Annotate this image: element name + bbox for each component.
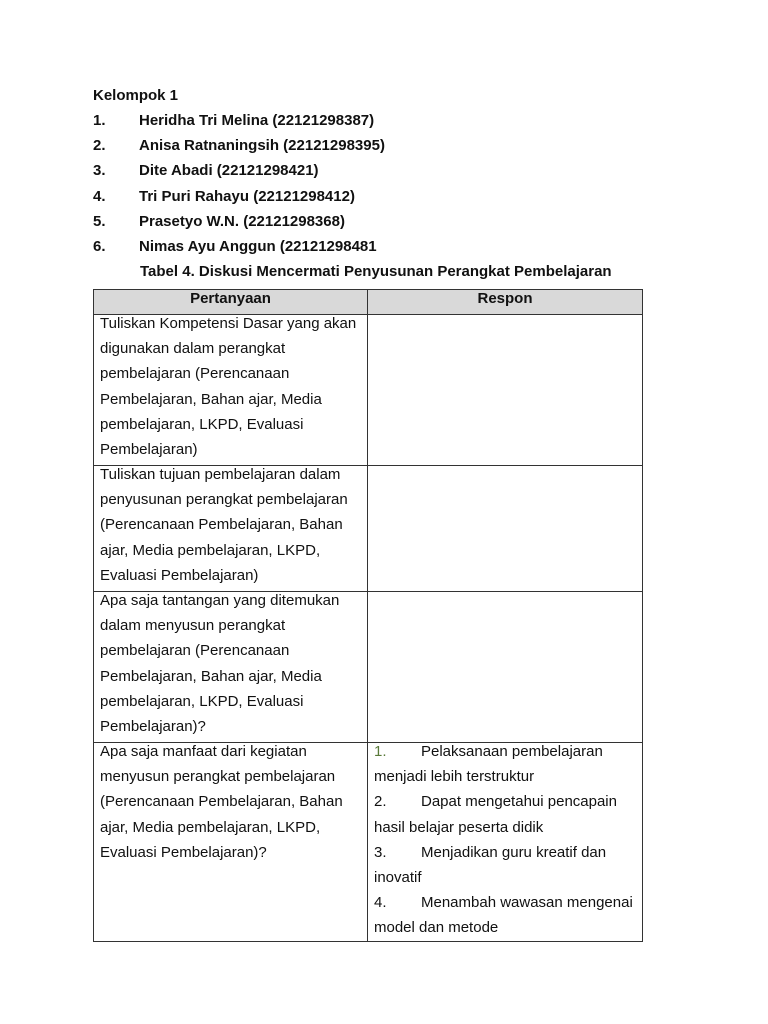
question-text: Apa saja manfaat dari kegiatan menyusun perangkat pembelajaran (Perencanaan Pembelajaran, Bahan ajar, Media pembelajaran, LKPD, Evaluasi Pembelajaran)? [100,743,343,861]
response-cell[interactable] [368,315,643,466]
column-header-question: Pertanyaan [94,290,368,315]
member-name: Heridha Tri Melina (22121298387) [139,112,375,129]
response-item [374,840,636,890]
member-list [93,111,385,262]
table-row [94,592,643,743]
question-text: Tuliskan tujuan pembelajaran dalam penyusunan perangkat pembelajaran (Perencanaan Pembelajaran, Bahan ajar, Media pembelajaran, LKPD, Evaluasi Pembelajaran) [100,466,348,584]
member-number: 2. [93,137,106,155]
question-text: Apa saja tantangan yang ditemukan dalam menyusun perangkat pembelajaran (Perencanaan Pembelajaran, Bahan ajar, Media pembelajaran, LKPD, Evaluasi Pembelajaran)? [100,592,340,736]
response-cell[interactable] [368,466,643,592]
list-item [93,111,385,136]
response-text: Menjadikan guru kreatif dan inovatif [374,843,607,887]
member-number: 5. [93,212,106,230]
response-item [374,890,636,940]
table-row [94,466,643,592]
question-cell [94,743,368,942]
table-caption: Tabel 4. Diskusi Mencermati Penyusunan Perangkat Pembelajaran [140,263,612,280]
member-number: 3. [93,162,106,180]
discussion-table [93,289,643,942]
question-cell [94,466,368,592]
response-number: 1. [374,743,387,760]
member-number: 1. [93,112,106,129]
response-text: Menambah wawasan mengenai model dan metode [374,894,633,937]
list-item [93,237,385,262]
table-row [94,315,643,466]
response-number: 3. [374,843,387,861]
response-item [374,739,636,789]
list-item [93,187,385,212]
table-row [94,743,643,942]
response-list [374,739,636,941]
column-header-response: Respon [368,290,643,315]
question-cell [94,315,368,466]
member-name: Anisa Ratnaningsih (22121298395) [139,137,385,155]
list-item [93,212,385,237]
member-number: 4. [93,187,106,205]
response-text: Pelaksanaan pembelajaran menjadi lebih terstruktur [374,743,603,786]
response-item [374,789,636,839]
response-cell[interactable] [368,743,643,942]
response-cell[interactable] [368,592,643,743]
response-number: 4. [374,894,387,912]
list-item [93,161,385,186]
question-cell [94,592,368,743]
member-name: Tri Puri Rahayu (22121298412) [139,187,355,205]
member-name: Dite Abadi (22121298421) [139,162,319,180]
member-number: 6. [93,237,106,255]
question-text: Tuliskan Kompetensi Dasar yang akan digunakan dalam perangkat pembelajaran (Perencanaan Pembelajaran, Bahan ajar, Media pembelajaran, LKPD, Evaluasi Pembelajaran) [100,315,357,459]
response-text: Dapat mengetahui pencapain hasil belajar peserta didik [374,793,617,836]
group-title: Kelompok 1 [93,87,179,104]
response-number: 2. [374,793,387,811]
member-name: Prasetyo W.N. (22121298368) [139,212,345,230]
list-item [93,136,385,161]
member-name: Nimas Ayu Anggun (22121298481 [139,237,377,255]
